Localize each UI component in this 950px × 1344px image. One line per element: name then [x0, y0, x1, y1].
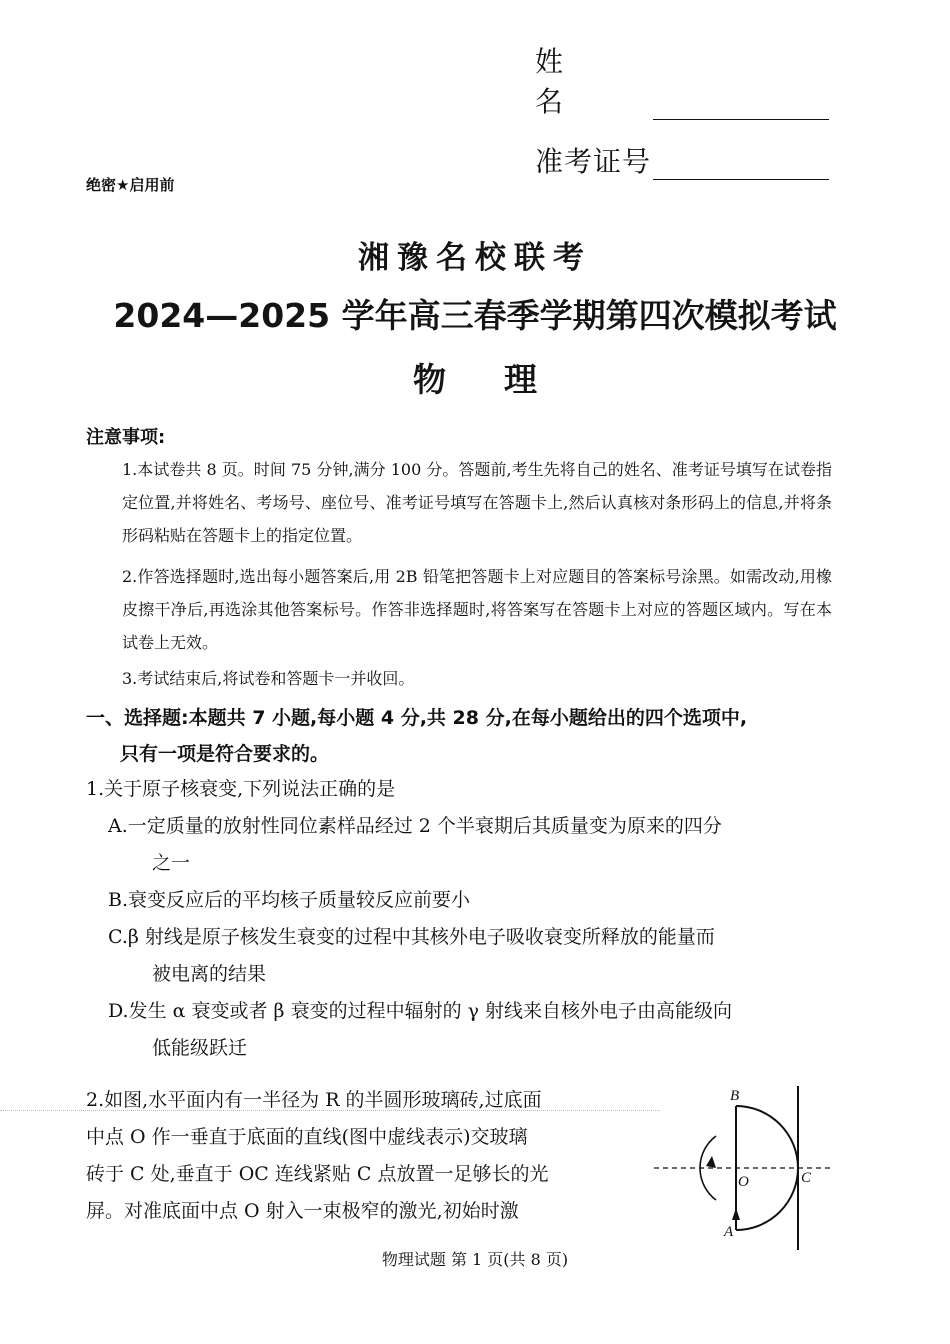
exam-title: 2024—2025 学年高三春季学期第四次模拟考试	[113, 296, 837, 335]
q2-line1: 2.如图,水平面内有一半径为 R 的半圆形玻璃砖,过底面	[86, 1089, 542, 1111]
candidate-info	[535, 45, 829, 180]
q1-d-line1: D.发生 α 衰变或者 β 衰变的过程中辐射的 γ 射线来自核外电子由高能级向	[108, 1000, 733, 1022]
notice-text-3: 3.考试结束后,将试卷和答题卡一并收回。	[122, 669, 415, 688]
q1-c-line2: 被电离的结果	[152, 963, 267, 985]
page-footer: 物理试题 第 1 页(共 8 页)	[381, 1250, 569, 1269]
id-row	[535, 120, 829, 180]
q2-line2: 中点 O 作一垂直于底面的直线(图中虚线表示)交玻璃	[86, 1126, 528, 1148]
exam-org-title: 湘豫名校联考	[358, 240, 592, 276]
notice-text-2: 2.作答选择题时,选出每小题答案后,用 2B 铅笔把答题卡上对应题目的答案标号涂黑。如需改动,用橡皮擦干净后,再选涂其他答案标号。作答非选择题时,将答案写在答题卡上对应的答题区域内。写在本试卷上无效。	[122, 567, 832, 652]
question-1	[86, 771, 836, 1067]
notice-item-2	[122, 560, 832, 659]
notice-text-1: 1.本试卷共 8 页。时间 75 分钟,满分 100 分。答题前,考生先将自己的姓名、准考证号填写在试卷指定位置,并将姓名、考场号、座位号、准考证号填写在答题卡上,然后认真核对条形码上的信息,并将条形码粘贴在答题卡上的指定位置。	[122, 460, 832, 545]
id-field[interactable]	[653, 147, 829, 180]
notice-item-1	[122, 453, 832, 552]
q1-option-b	[86, 882, 836, 919]
q1-stem: 1.关于原子核衰变,下列说法正确的是	[86, 778, 396, 800]
q1-option-d	[86, 993, 836, 1067]
q1-a-line2: 之一	[152, 852, 191, 874]
section-heading	[86, 700, 838, 772]
name-field[interactable]	[653, 87, 829, 120]
q1-c-line1: C.β 射线是原子核发生衰变的过程中其核外电子吸收衰变所释放的能量而	[108, 926, 715, 948]
notice-heading: 注意事项:	[86, 427, 166, 448]
section-line-2: 只有一项是符合要求的。	[120, 743, 330, 765]
question-2	[86, 1082, 646, 1230]
q1-d-line2: 低能级跃迁	[152, 1037, 248, 1059]
semicircle-glass-diagram	[650, 1082, 840, 1252]
subject-title: 物理	[413, 360, 595, 399]
q2-line4: 屏。对准底面中点 O 射入一束极窄的激光,初始时激	[86, 1200, 519, 1222]
section-line-1: 一、选择题:本题共 7 小题,每小题 4 分,共 28 分,在每小题给出的四个选项中,	[86, 707, 748, 729]
notice-item-3	[122, 662, 832, 695]
label-o: O	[738, 1174, 749, 1190]
laser-arrow-icon	[732, 1208, 740, 1220]
name-row	[535, 45, 829, 120]
secret-mark: 绝密★启用前	[86, 176, 175, 194]
name-label: 姓 名	[535, 45, 592, 118]
q1-b-line1: B.衰变反应后的平均核子质量较反应前要小	[108, 889, 471, 911]
rotation-arrow-icon	[706, 1156, 716, 1168]
q2-line3: 砖于 C 处,垂直于 OC 连线紧贴 C 点放置一足够长的光	[86, 1163, 549, 1185]
q1-a-line1: A.一定质量的放射性同位素样品经过 2 个半衰期后其质量变为原来的四分	[108, 815, 722, 837]
label-b: B	[730, 1088, 740, 1104]
q1-option-a	[86, 808, 836, 882]
label-a: A	[724, 1224, 734, 1240]
q1-option-c	[86, 919, 836, 993]
label-c: C	[801, 1170, 812, 1186]
id-label: 准考证号	[535, 145, 652, 178]
